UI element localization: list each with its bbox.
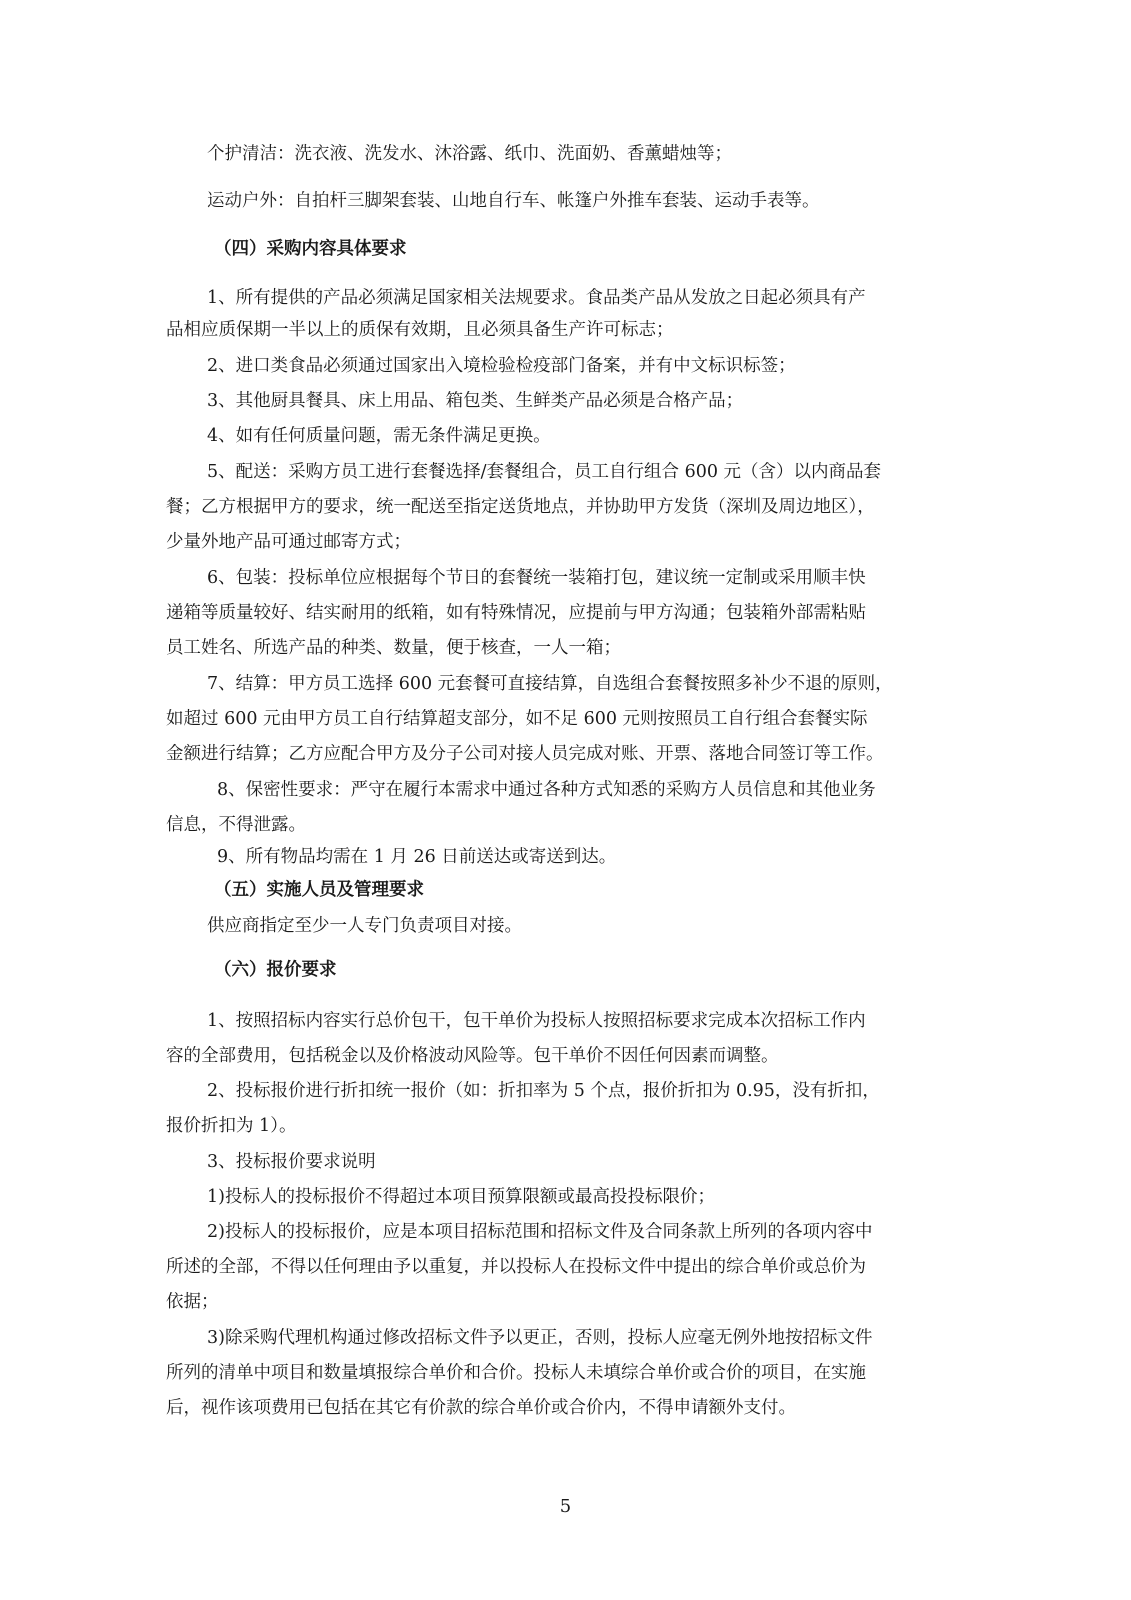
text-line: 依据；: [166, 1292, 219, 1312]
text-line: 报价折扣为 1）。: [166, 1116, 297, 1136]
text-line: 供应商指定至少一人专门负责项目对接。: [207, 916, 522, 936]
text-line: 3、其他厨具餐具、床上用品、箱包类、生鲜类产品必须是合格产品；: [207, 391, 744, 411]
text-line: 2、进口类食品必须通过国家出入境检验检疫部门备案，并有中文标识标签；: [207, 356, 796, 376]
text-line: 1)投标人的投标报价不得超过本项目预算限额或最高投投标限价；: [207, 1187, 715, 1207]
text-line: 4、如有任何质量问题，需无条件满足更换。: [207, 426, 551, 446]
text-line: 6、包装：投标单位应根据每个节日的套餐统一装箱打包，建议统一定制或采用顺丰快: [207, 568, 866, 588]
text-line: 品相应质保期一半以上的质保有效期，且必须具备生产许可标志；: [166, 320, 674, 340]
text-line: 递箱等质量较好、结实耐用的纸箱，如有特殊情况，应提前与甲方沟通；包装箱外部需粘贴: [166, 603, 866, 623]
text-line: 7、结算：甲方员工选择 600 元套餐可直接结算，自选组合套餐按照多补少不退的原则，: [207, 674, 893, 694]
text-line: 所述的全部，不得以任何理由予以重复，并以投标人在投标文件中提出的综合单价或总价为: [166, 1257, 866, 1277]
section-heading: （六）报价要求: [214, 960, 337, 980]
page-number: 5: [559, 1496, 572, 1517]
text-line: 1、所有提供的产品必须满足国家相关法规要求。食品类产品从发放之日起必须具有产: [207, 288, 866, 308]
text-line: 个护清洁：洗衣液、洗发水、沐浴露、纸巾、洗面奶、香薰蜡烛等；: [207, 144, 732, 164]
text-line: 3)除采购代理机构通过修改招标文件予以更正，否则，投标人应毫无例外地按招标文件: [207, 1328, 873, 1348]
text-line: 如超过 600 元由甲方员工自行结算超支部分，如不足 600 元则按照员工自行组合套餐实际: [166, 709, 868, 729]
text-line: 运动户外：自拍杆三脚架套装、山地自行车、帐篷户外推车套装、运动手表等。: [207, 191, 820, 211]
text-line: 2、投标报价进行折扣统一报价（如：折扣率为 5 个点，报价折扣为 0.95，没有折扣，: [207, 1081, 880, 1101]
text-line: 后，视作该项费用已包括在其它有价款的综合单价或合价内，不得申请额外支付。: [166, 1398, 796, 1418]
text-line: 1、按照招标内容实行总价包干，包干单价为投标人按照招标要求完成本次招标工作内: [207, 1011, 866, 1031]
text-line: 员工姓名、所选产品的种类、数量，便于核查，一人一箱；: [166, 638, 621, 658]
text-line: 所列的清单中项目和数量填报综合单价和合价。投标人未填综合单价或合价的项目，在实施: [166, 1363, 866, 1383]
text-line: 少量外地产品可通过邮寄方式；: [166, 532, 411, 552]
text-line: 餐；乙方根据甲方的要求，统一配送至指定送货地点，并协助甲方发货（深圳及周边地区），: [166, 497, 875, 517]
text-line: 8、保密性要求：严守在履行本需求中通过各种方式知悉的采购方人员信息和其他业务: [217, 780, 876, 800]
section-heading: （四）采购内容具体要求: [214, 239, 407, 259]
text-line: 金额进行结算；乙方应配合甲方及分子公司对接人员完成对账、开票、落地合同签订等工作。: [166, 744, 884, 764]
text-line: 3、投标报价要求说明: [207, 1152, 376, 1172]
text-line: 2)投标人的投标报价，应是本项目招标范围和招标文件及合同条款上所列的各项内容中: [207, 1222, 873, 1242]
text-line: 5、配送：采购方员工进行套餐选择/套餐组合，员工自行组合 600 元（含）以内商品套: [207, 462, 882, 482]
text-line: 信息，不得泄露。: [166, 815, 306, 835]
text-line: 容的全部费用，包括税金以及价格波动风险等。包干单价不因任何因素而调整。: [166, 1046, 779, 1066]
text-line: 9、所有物品均需在 1 月 26 日前送达或寄送到达。: [217, 847, 617, 867]
section-heading: （五）实施人员及管理要求: [214, 880, 424, 900]
